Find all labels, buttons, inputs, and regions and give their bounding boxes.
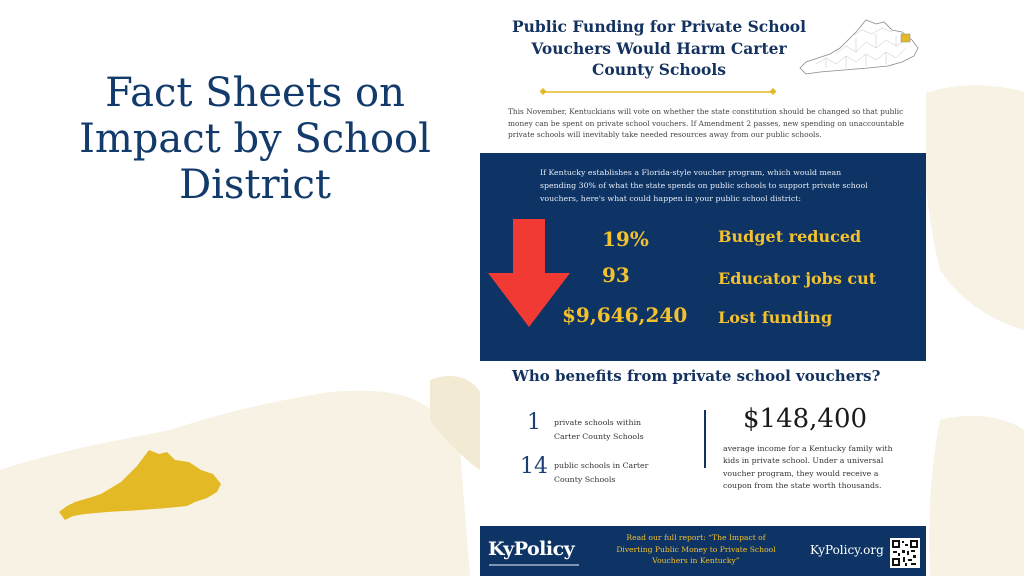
income-note: average income for a Kentucky family with kids in private school. Under a universal voucher program, they would receive a coupon from the state worth thousands.	[723, 444, 893, 491]
down-arrow-icon	[488, 219, 570, 327]
stat-jobs-label: Educator jobs cut	[718, 269, 877, 288]
kentucky-state-shape	[55, 448, 225, 524]
qr-code-icon[interactable]	[890, 538, 920, 568]
fact-sheet	[480, 0, 926, 576]
impact-panel	[480, 153, 926, 361]
title-divider	[540, 88, 776, 96]
kentucky-county-map-icon	[796, 18, 920, 76]
website-link[interactable]: KyPolicy.org	[810, 543, 884, 557]
fact-sheet-title: Public Funding for Private School Vouchers Would Harm Carter County Schools	[511, 17, 807, 79]
slide-title: Fact Sheets on Impact by School District	[79, 70, 431, 208]
fact-sheet-header	[480, 0, 926, 150]
stat-budget-value: 19%	[602, 227, 649, 251]
stat-funding-label: Lost funding	[718, 308, 833, 327]
stat-funding-value: $9,646,240	[562, 303, 688, 327]
scenario-text: If Kentucky establishes a Florida-style voucher program, which would mean spending 30% of what the state spends on public schools to support private school vouchers, here's what could happen in your public school district:	[540, 168, 868, 203]
stat-budget-label: Budget reduced	[718, 227, 862, 246]
kypolicy-logo: KyPolicy	[488, 538, 575, 560]
stat-jobs-value: 93	[602, 263, 630, 287]
fact-sheet-footer	[480, 526, 926, 576]
logo-tagline-bar	[489, 564, 579, 566]
intro-paragraph: This November, Kentuckians will vote on whether the state constitution should be changed so that public money can be spent on private school vouchers. If Amendment 2 passes, new spending on unaccountable private schools will inevitably take needed resources away from our public schools.	[508, 107, 904, 140]
private-school-label: private schools within Carter County Schools	[554, 418, 644, 441]
private-family-income: $148,400	[743, 404, 868, 434]
public-school-label: public schools in Carter County Schools	[554, 461, 649, 484]
public-school-count: 14	[520, 454, 548, 479]
private-school-count: 1	[527, 410, 541, 435]
column-divider	[704, 410, 706, 468]
who-benefits-heading: Who benefits from private school vouchers?	[512, 367, 881, 385]
report-link-text[interactable]: Read our full report: “The Impact of Diverting Public Money to Private School Vouchers in Kentucky”	[616, 533, 776, 566]
